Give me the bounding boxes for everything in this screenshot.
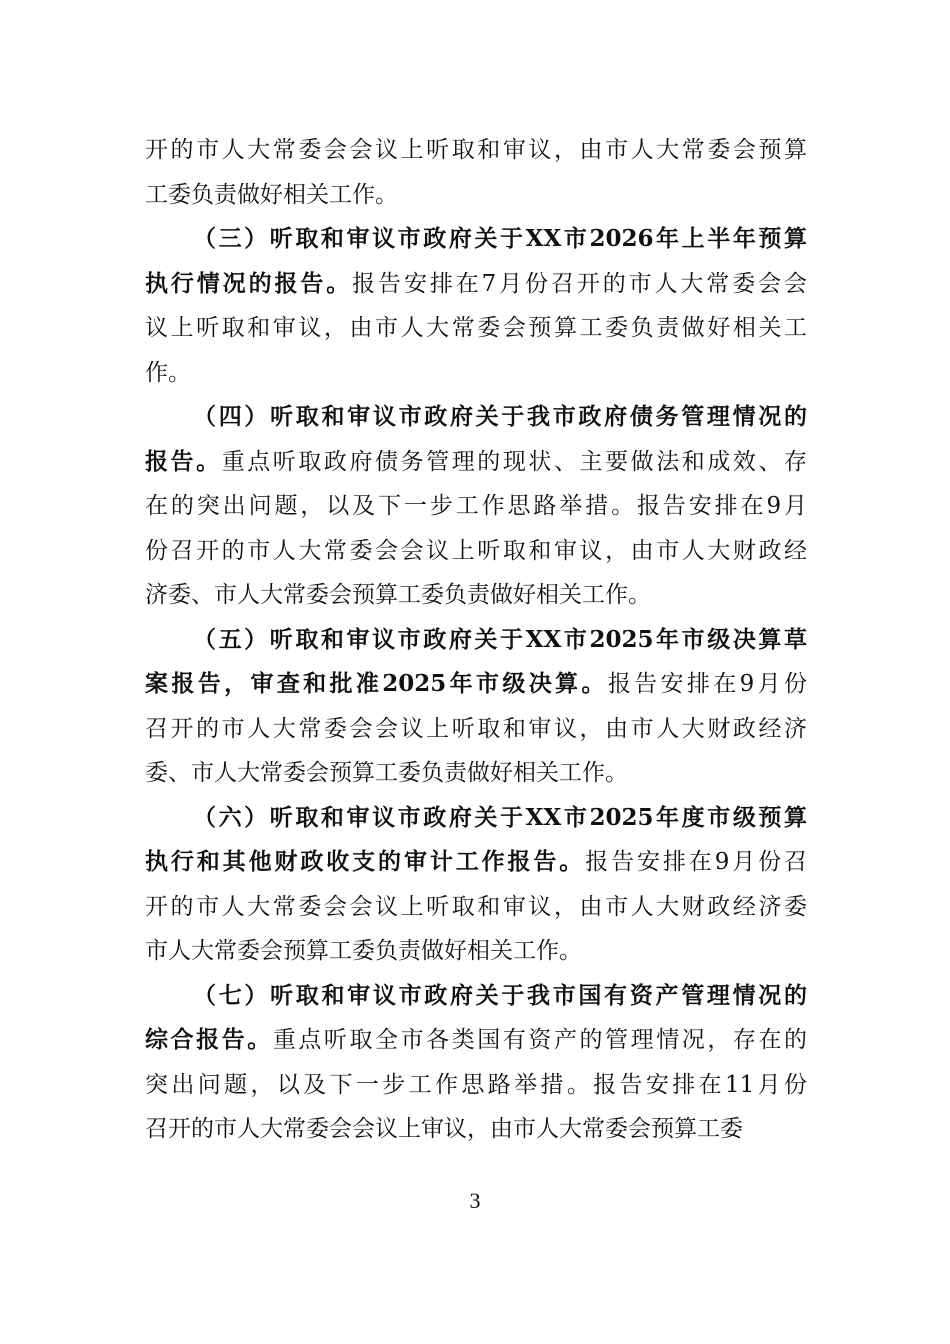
text-line xyxy=(145,306,807,351)
body-text: 作。 xyxy=(145,359,191,386)
text-line xyxy=(145,573,807,618)
paragraph xyxy=(145,974,807,1152)
text-line xyxy=(145,440,807,485)
text-line xyxy=(145,128,807,173)
bold-heading-text: 综合报告。 xyxy=(145,1026,273,1053)
paragraph xyxy=(145,217,807,395)
body-text: 开的市人大常委会会议上听取和审议，由市人大常委会预算 xyxy=(145,137,807,163)
body-text: 重点听取全市各类国有资产的管理情况，存在的 xyxy=(272,1027,807,1053)
text-line xyxy=(145,751,807,796)
document-body xyxy=(145,128,807,1152)
body-text: 报告安排在9月份 xyxy=(607,671,807,697)
text-line xyxy=(145,885,807,930)
text-line xyxy=(145,262,807,307)
body-text: 议上听取和审议，由市人大常委会预算工委负责做好相关工 xyxy=(145,315,807,341)
text-line xyxy=(145,173,807,218)
body-text: 开的市人大常委会会议上听取和审议，由市人大财政经济委 xyxy=(145,893,807,920)
page-number: 3 xyxy=(469,1188,481,1213)
bold-heading-text: （五）听取和审议市政府关于XX市2025年市级决算草 xyxy=(193,625,807,653)
body-text: 在的突出问题，以及下一步工作思路举措。报告安排在9月 xyxy=(145,493,807,519)
bold-heading-text: （七）听取和审议市政府关于我市国有资产管理情况的 xyxy=(193,981,807,1009)
text-line xyxy=(145,707,807,752)
body-text: 召开的市人大常委会会议上审议，由市人大常委会预算工委 xyxy=(145,1116,743,1142)
paragraph xyxy=(145,395,807,618)
bold-heading-text: （三）听取和审议市政府关于XX市2026年上半年预算 xyxy=(193,225,807,252)
bold-heading-text: （四）听取和审议市政府关于我市政府债务管理情况的 xyxy=(193,403,807,430)
text-line xyxy=(145,662,807,707)
body-text: 召开的市人大常委会会议上听取和审议，由市人大财政经济 xyxy=(145,715,807,742)
text-line xyxy=(145,929,807,974)
text-line xyxy=(145,618,807,663)
bold-heading-text: 报告。 xyxy=(145,447,222,475)
bold-heading-text: 执行情况的报告。 xyxy=(145,269,353,297)
text-line xyxy=(145,840,807,885)
body-text: 重点听取政府债务管理的现状、主要做法和成效、存 xyxy=(221,448,807,475)
text-line xyxy=(145,1063,807,1108)
text-line xyxy=(145,395,807,440)
body-text: 济委、市人大常委会预算工委负责做好相关工作。 xyxy=(145,582,651,608)
body-text: 份召开的市人大常委会会议上听取和审议，由市人大财政经 xyxy=(145,537,807,564)
body-text: 市人大常委会预算工委负责做好相关工作。 xyxy=(145,938,582,964)
body-text: 报告安排在7月份召开的市人大常委会会 xyxy=(352,270,807,297)
bold-heading-text: 案报告，审查和批准2025年市级决算。 xyxy=(145,670,608,697)
paragraph xyxy=(145,796,807,974)
text-line xyxy=(145,217,807,262)
text-line xyxy=(145,484,807,529)
body-text: 委、市人大常委会预算工委负责做好相关工作。 xyxy=(145,760,628,786)
paragraph xyxy=(145,618,807,796)
body-text: 工委负责做好相关工作。 xyxy=(145,181,398,208)
body-text: 报告安排在9月份召 xyxy=(585,849,807,875)
text-line xyxy=(145,1107,807,1152)
body-text: 突出问题，以及下一步工作思路举措。报告安排在11月份 xyxy=(145,1071,807,1098)
text-line xyxy=(145,529,807,574)
text-line xyxy=(145,974,807,1019)
text-line xyxy=(145,796,807,841)
bold-heading-text: （六）听取和审议市政府关于XX市2025年度市级预算 xyxy=(193,803,807,831)
text-line xyxy=(145,351,807,396)
bold-heading-text: 执行和其他财政收支的审计工作报告。 xyxy=(145,848,586,875)
text-line xyxy=(145,1018,807,1063)
paragraph xyxy=(145,128,807,217)
